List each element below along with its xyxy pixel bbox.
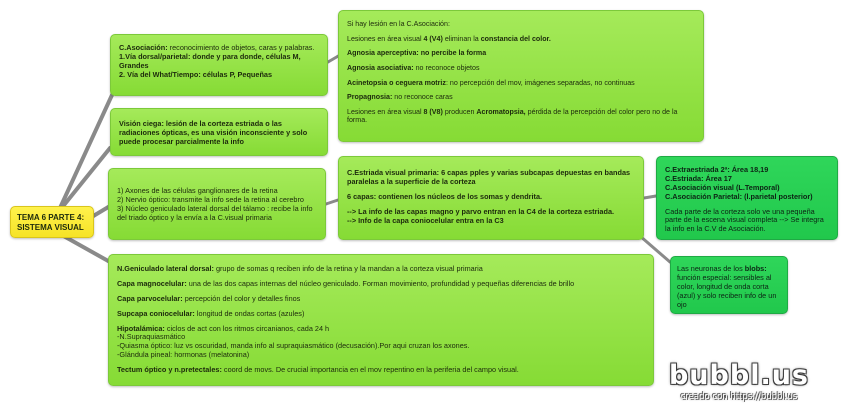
lesion-intro: Si hay lesión en la C.Asociación:	[347, 20, 450, 28]
geniculado-magnocelular: Capa magnocelular: una de las dos capas internas del núcleo geniculado. Forman movimiento, profundidad y pequeñas diferencias de brillo	[117, 278, 575, 288]
asociacion-text: reconocimiento de objetos, caras y palabras.	[167, 43, 315, 52]
node-asociacion[interactable]	[110, 34, 328, 96]
estriada-info: --> La info de las capas magno y parvo entran en la C4 de la corteza estriada. --> Info de la capa coniocelular entra en la C3	[347, 206, 615, 225]
link-root-geniculado	[60, 234, 110, 262]
extraestriada-areas: C.Extraestriada 2ª: Área 18,19 C.Estriada: Área 17 C.Asociación visual (L.Temporal) C.Asociación Parietal: (l.parietal posterior)	[665, 165, 813, 201]
axones-item-3: 3) Núcleo geniculado lateral dorsal del tálamo : recibe la info del triado óptico y la envía a la C.visual primaria	[117, 203, 313, 222]
estriada-nucleos: 6 capas: contienen los núcleos de los somas y dendrita.	[347, 191, 543, 201]
link-axones-estriada	[326, 200, 338, 204]
node-axones[interactable]	[108, 168, 326, 240]
asociacion-via-dorsal: 1.Vía dorsal/parietal: donde y para donde, células M, Grandes	[119, 51, 301, 70]
node-vision-ciega[interactable]	[110, 108, 328, 156]
watermark-caption: creado con https://bubbl.us	[680, 392, 798, 402]
geniculado-tectum: Tectum óptico y n.pretectales: coord de movs. De crucial importancia en el mov repentino en la periferia del campo visual.	[117, 365, 519, 375]
geniculado-parvocelular: Capa parvocelular: percepción del color y detalles finos	[117, 293, 301, 303]
root-node[interactable]	[10, 206, 94, 238]
axones-item-2: 2) Nervio óptico: transmite la info sede la retina al cerebro	[117, 194, 304, 204]
lesion-v4: Lesiones en área visual 4 (V4) eliminan la constancia del color.	[347, 34, 551, 43]
asociacion-heading: C.Asociación:	[119, 43, 168, 52]
link-root-asociacion	[60, 95, 112, 208]
bubblus-watermark	[646, 360, 832, 406]
node-blobs[interactable]: Las neuronas de los blobs: función especial: sensibles al color, longitud de onda corta (azul) y solo reciben info de un ojo	[670, 256, 788, 314]
lesion-propagnosia: Propagnosia: no reconoce caras	[347, 93, 453, 102]
estriada-capas: C.Estriada visual primaria: 6 capas pples y varias subcapas depuestas en bandas paralelas a la superficie de la corteza	[347, 168, 631, 186]
node-lesion[interactable]	[338, 10, 704, 142]
geniculado-hipotalamica: Hipotalámica: ciclos de act con los ritmos circanianos, cada 24 h -N.Supraquiasmático -Quiasma óptico: luz vs oscuridad, manda info al supraquiasmático (decusación).Por aqui cruzan los axones. -Glándula pineal: hormonas (melatonina)	[117, 323, 470, 360]
watermark-logo: bubbl.us	[668, 360, 809, 391]
lesion-v8: Lesiones en área visual 8 (V8) producen Acromatopsia, pérdida de la percepción del color pero no de la forma.	[347, 107, 678, 125]
lesion-agnosia-asociativa: Agnosia asociativa: no reconoce objetos	[347, 63, 480, 72]
link-estriada-extra	[644, 196, 656, 198]
geniculado-coniocelular: Supcapa coniocelular: longitud de ondas cortas (azules)	[117, 308, 305, 318]
node-geniculado[interactable]	[108, 254, 654, 386]
vision-ciega-text: Visión ciega: lesión de la corteza estriada o las radiaciones ópticas, es una visión inconsciente y solo puede procesar parcialmente la info	[119, 119, 308, 146]
extraestriada-integracion: Cada parte de la corteza solo ve una pequeña parte de la escena visual completa --> Se integra la info en la C.V de Asociación.	[665, 206, 824, 234]
lesion-agnosia-aperceptiva: Agnosia aperceptiva: no percibe la forma	[347, 49, 487, 58]
root-label: TEMA 6 PARTE 4: SISTEMA VISUAL	[17, 213, 85, 232]
geniculado-nucleo: N.Geniculado lateral dorsal: grupo de somas q reciben info de la retina y la mandan a la corteza visual primaria	[117, 264, 483, 273]
axones-item-1: 1) Axones de las células ganglionares de la retina	[117, 186, 278, 195]
node-extraestriada[interactable]	[656, 156, 838, 240]
asociacion-via-what: 2. Vía del What/Tiempo: células P, Pequeñas	[119, 69, 273, 79]
node-estriada[interactable]	[338, 156, 644, 240]
lesion-acinetopsia: Acinetopsia o ceguera motriz: no percepción del mov, imágenes separadas, no continuas	[347, 78, 635, 87]
